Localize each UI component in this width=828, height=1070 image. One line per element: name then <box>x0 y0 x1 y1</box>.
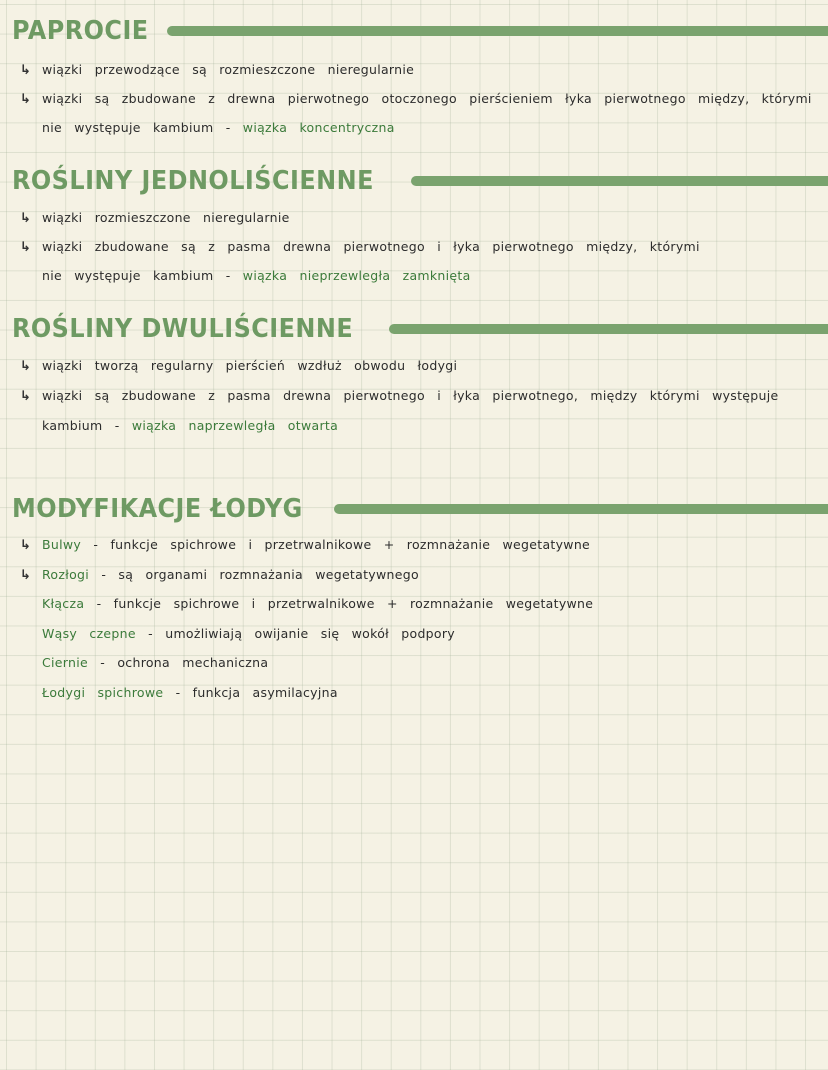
heading-rule <box>334 504 828 514</box>
note-line <box>20 120 808 135</box>
note-text: - funkcje spichrowe i przetrwalnikowe + rozmnażanie wegetatywne <box>81 537 591 552</box>
note-line <box>20 239 808 255</box>
note-line <box>20 596 808 611</box>
section-title: ROŚLINY JEDNOLIŚCIENNE <box>12 166 374 196</box>
arrow-icon: ↳ <box>20 211 32 226</box>
note-text: wiązki przewodzące są rozmieszczone nieregularnie <box>42 62 415 77</box>
section-title: PAPROCIE <box>12 16 149 46</box>
note-line <box>20 358 808 374</box>
arrow-icon: ↳ <box>20 389 32 404</box>
note-text: kambium - <box>42 418 132 433</box>
note-highlight: wiązka koncentryczna <box>242 120 395 135</box>
note-line <box>20 91 812 107</box>
heading-rule <box>167 26 828 36</box>
arrow-icon: ↳ <box>20 538 32 553</box>
arrow-icon: ↳ <box>20 568 32 583</box>
note-term: Łodygi spichrowe <box>42 685 164 700</box>
note-line <box>20 418 808 433</box>
note-highlight: wiązka naprzewległa otwarta <box>131 418 339 433</box>
arrow-icon: ↳ <box>20 92 32 107</box>
note-line <box>20 685 808 700</box>
heading-rule <box>389 324 828 334</box>
note-term: Bulwy <box>42 537 82 552</box>
note-line <box>20 567 808 583</box>
note-text: wiązki są zbudowane z pasma drewna pierwotnego i łyka pierwotnego, między którymi występuje <box>42 388 779 403</box>
note-text: - umożliwiają owijanie się wokół podpory <box>135 626 456 641</box>
note-line <box>20 626 808 641</box>
note-line <box>20 388 808 404</box>
section-heading-dwulisciennne <box>12 314 828 344</box>
note-text: - są organami rozmnażania wegetatywnego <box>89 567 419 582</box>
heading-rule <box>411 176 828 186</box>
section-heading-modyfikacje <box>12 494 828 524</box>
note-term: Kłącza <box>42 596 85 611</box>
note-text: - funkcje spichrowe i przetrwalnikowe + rozmnażanie wegetatywne <box>84 596 594 611</box>
section-heading-jednolisciennne <box>12 166 828 196</box>
note-term: Ciernie <box>42 655 88 670</box>
note-term: Rozłogi <box>42 567 90 582</box>
note-term: Wąsy czepne <box>42 626 136 641</box>
note-text: - funkcja asymilacyjna <box>163 685 338 700</box>
note-line <box>20 655 808 670</box>
section-heading-paprocie <box>12 16 828 46</box>
note-text: nie występuje kambium - <box>42 268 243 283</box>
note-line <box>20 268 808 283</box>
note-line <box>20 210 808 226</box>
section-title: ROŚLINY DWULIŚCIENNE <box>12 314 354 344</box>
note-line <box>20 537 808 553</box>
section-title: MODYFIKACJE ŁODYG <box>12 494 303 524</box>
note-text: wiązki rozmieszczone nieregularnie <box>42 210 290 225</box>
note-text: wiązki zbudowane są z pasma drewna pierwotnego i łyka pierwotnego między, którymi <box>42 239 700 254</box>
arrow-icon: ↳ <box>20 359 32 374</box>
arrow-icon: ↳ <box>20 63 32 78</box>
note-text: - ochrona mechaniczna <box>88 655 269 670</box>
arrow-icon: ↳ <box>20 240 32 255</box>
note-text: nie występuje kambium - <box>42 120 243 135</box>
note-line <box>20 62 808 78</box>
note-text: wiązki są zbudowane z drewna pierwotnego otoczonego pierścieniem łyka pierwotnego między, którymi <box>42 91 812 106</box>
note-text: wiązki tworzą regularny pierścień wzdłuż obwodu łodygi <box>42 358 458 373</box>
note-highlight: wiązka nieprzewległa zamknięta <box>242 268 471 283</box>
